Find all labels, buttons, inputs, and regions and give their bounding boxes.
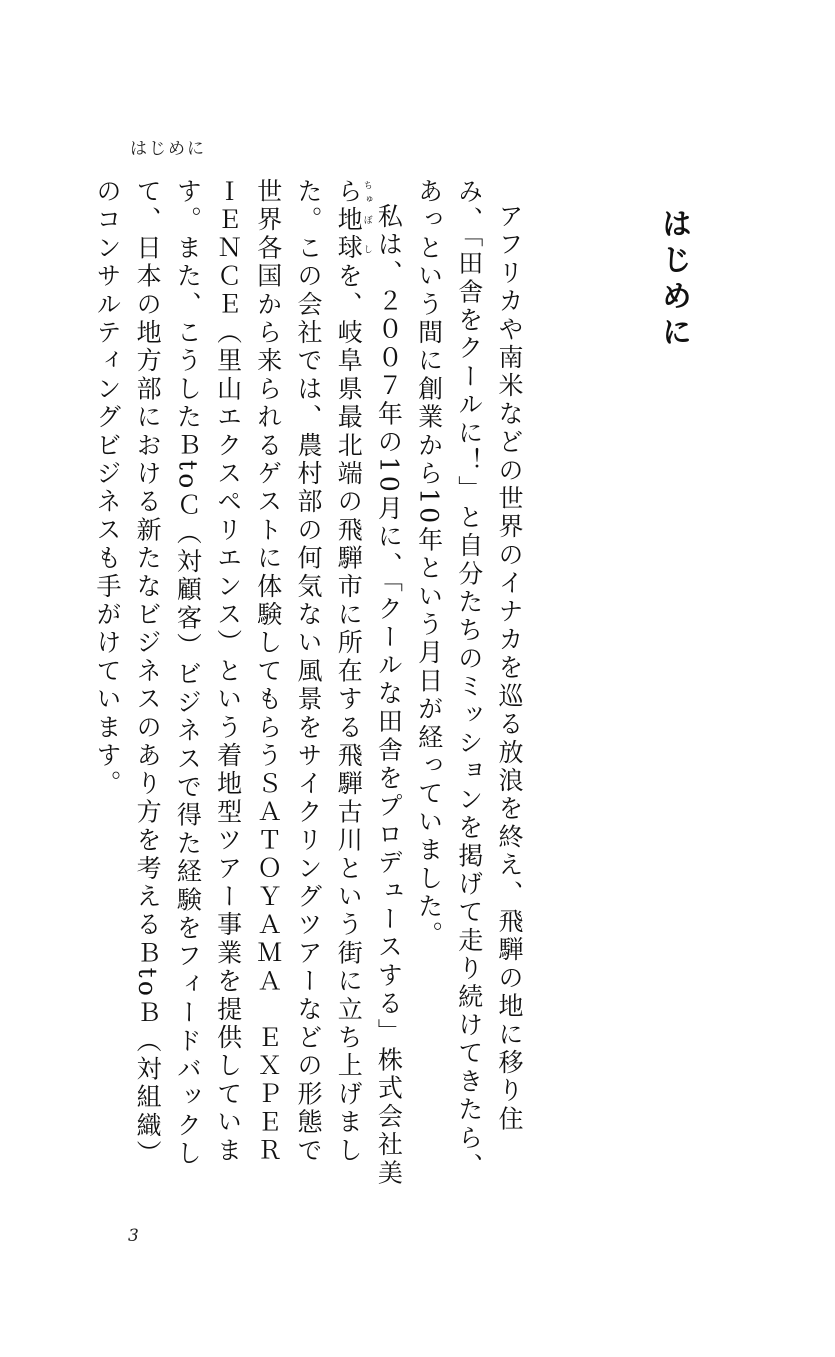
ruby-ra-reading: ちゅ	[361, 178, 372, 207]
page-number: 3	[128, 1226, 139, 1246]
paragraph-2-after: を、岐阜県最北端の飛騨市に所在する飛騨古川という街に立ち上げました。この会社では、農村部の何気ない風景をサイクリングツアーなどの形態で世界各国から来られるゲストに体験してもらうＳＡＴＯＹＡＭＡ ＥＸＰＥＲＩＥＮＣＥ（里山エクスペリエンス）という着地型ツアー事業を提供しています。また、こうしたＢtoＣ（対顧客）ビジネスで得た経験をフィードバックして、日本の地方部における新たなビジネスのあり方を考えるＢtoＢ（対組織）のコンサルティングビジネスも手がけています。	[92, 178, 364, 1169]
ruby-ra	[334, 178, 372, 207]
paragraph-1: アフリカや南米などの世界のイナカを巡る放浪を終え、飛騨の地に移り住み、「田舎をクールに！」と自分たちのミッションを掲げて走り続けてきたら、あっという間に創業から10年という月日が経っていました。	[414, 178, 524, 1181]
paragraph-2	[87, 178, 409, 1188]
ruby-ra-base: ら	[334, 178, 364, 207]
ruby-chikyu-base: 地球	[334, 206, 364, 263]
ruby-chikyu-reading: ぼし	[361, 206, 372, 263]
ruby-chikyu	[334, 206, 372, 263]
running-head: はじめに	[130, 139, 206, 159]
paragraph-2-before: 私は、２００７年の10月に、「クールな田舎をプロデュースする」株式会社美	[374, 203, 404, 1188]
body-text	[92, 178, 529, 1188]
chapter-title: はじめに	[656, 208, 691, 352]
